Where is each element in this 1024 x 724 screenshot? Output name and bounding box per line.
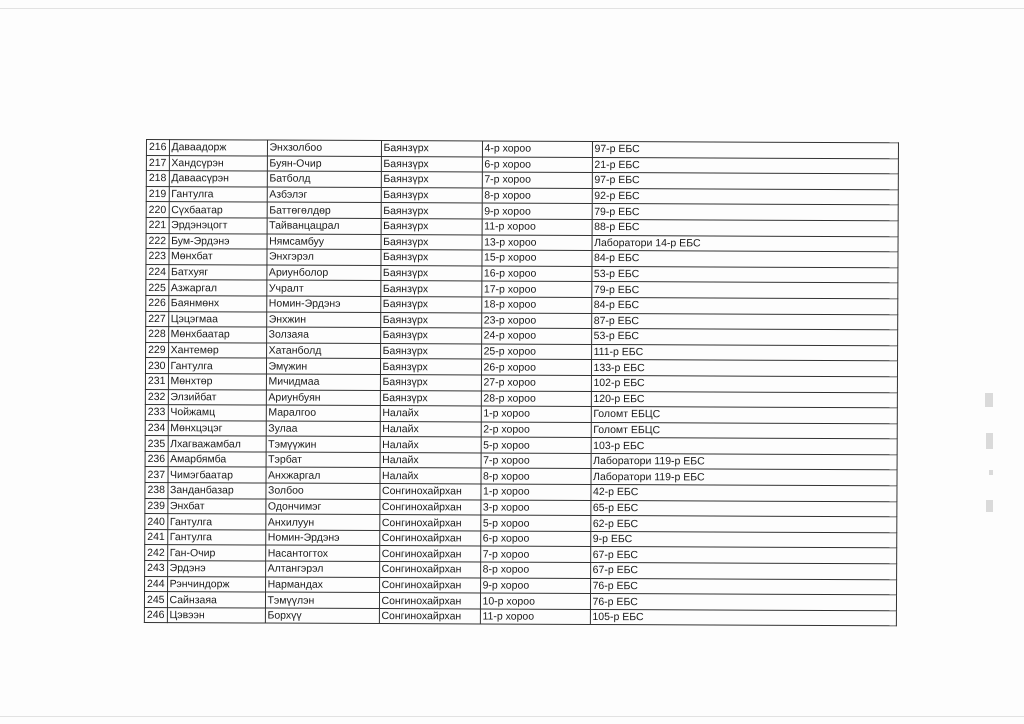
cell-row-number: 224 [146, 264, 169, 280]
cell-khoroo: 8-р хороо [482, 188, 592, 204]
cell-given-name: Борхүү [265, 608, 379, 624]
cell-surname: Эрдэнэцогт [169, 218, 267, 234]
cell-row-number: 245 [144, 592, 167, 608]
cell-khoroo: 18-р хороо [481, 297, 591, 313]
cell-row-number: 240 [145, 514, 168, 530]
cell-given-name: Номин-Эрдэнэ [265, 530, 379, 546]
cell-given-name: Ариунболор [266, 265, 380, 281]
cell-row-number: 246 [144, 607, 167, 623]
cell-khoroo: 1-р хороо [481, 406, 591, 422]
cell-row-number: 226 [146, 295, 169, 311]
cell-district: Налайх [380, 437, 481, 453]
cell-given-name: Тэмүүлэн [265, 592, 379, 608]
cell-khoroo: 24-р хороо [481, 328, 591, 344]
cell-surname: Азжаргал [168, 280, 266, 296]
cell-row-number: 236 [145, 451, 168, 467]
cell-row-number: 238 [145, 483, 168, 499]
cell-district: Сонгинохайрхан [379, 499, 480, 515]
cell-district: Баянзүрх [380, 359, 481, 375]
cell-given-name: Маралгоо [266, 405, 380, 421]
cell-district: Баянзүрх [380, 328, 481, 344]
cell-given-name: Азбэлэг [267, 187, 381, 203]
cell-row-number: 217 [146, 155, 169, 171]
cell-surname: Занданбазар [167, 483, 265, 499]
cell-khoroo: 10-р хороо [480, 593, 590, 609]
cell-row-number: 233 [145, 405, 168, 421]
cell-khoroo: 2-р хороо [481, 422, 591, 438]
cell-given-name: Нармандах [265, 577, 379, 593]
cell-surname: Амарбямба [168, 451, 266, 467]
cell-district: Баянзүрх [381, 218, 482, 234]
cell-khoroo: 27-р хороо [481, 375, 591, 391]
cell-district: Налайх [380, 452, 481, 468]
cell-school: 102-р ЕБС [591, 375, 897, 392]
cell-khoroo: 5-р хороо [480, 515, 590, 531]
cell-surname: Цэцэгмаа [168, 311, 266, 327]
cell-school: Лаборатори 14-р ЕБС [592, 235, 898, 252]
cell-district: Сонгинохайрхан [379, 593, 480, 609]
cell-row-number: 225 [146, 280, 169, 296]
cell-khoroo: 7-р хороо [481, 453, 591, 469]
cell-surname: Гантулга [168, 358, 266, 374]
cell-district: Налайх [380, 421, 481, 437]
cell-khoroo: 7-р хороо [480, 546, 590, 562]
cell-khoroo: 28-р хороо [481, 390, 591, 406]
cell-school: 67-р ЕБС [590, 547, 896, 564]
cell-surname: Энхбат [167, 498, 265, 514]
cell-surname: Мөнхбаатар [168, 327, 266, 343]
cell-district: Баянзүрх [380, 390, 481, 406]
cell-surname: Рэнчиндорж [167, 576, 265, 592]
cell-school: 88-р ЕБС [592, 219, 898, 236]
cell-surname: Баянмөнх [168, 296, 266, 312]
cell-given-name: Ариунбуян [266, 390, 380, 406]
roster-table-container [144, 139, 899, 627]
cell-district: Баянзүрх [381, 234, 482, 250]
cell-district: Баянзүрх [381, 156, 482, 172]
cell-district: Баянзүрх [380, 374, 481, 390]
cell-school: 42-р ЕБС [590, 485, 896, 502]
cell-given-name: Батболд [267, 171, 381, 187]
cell-khoroo: 17-р хороо [481, 281, 591, 297]
cell-district: Сонгинохайрхан [379, 562, 480, 578]
cell-school: Голомт ЕБЦС [591, 407, 897, 424]
cell-khoroo: 4-р хороо [482, 141, 592, 157]
cell-khoroo: 13-р хороо [482, 235, 592, 251]
cell-school: 84-р ЕБС [591, 297, 897, 314]
cell-given-name: Тайванцацрал [267, 218, 381, 234]
cell-khoroo: 25-р хороо [481, 344, 591, 360]
cell-khoroo: 6-р хороо [482, 157, 592, 173]
scan-artifact [986, 500, 993, 512]
cell-school: 67-р ЕБС [590, 562, 896, 579]
cell-given-name: Номин-Эрдэнэ [266, 296, 380, 312]
cell-row-number: 219 [146, 186, 169, 202]
cell-surname: Даваадорж [169, 140, 267, 156]
cell-given-name: Энхгэрэл [266, 249, 380, 265]
cell-school: 111-р ЕБС [591, 344, 897, 361]
cell-district: Сонгинохайрхан [379, 515, 480, 531]
cell-khoroo: 16-р хороо [481, 266, 591, 282]
cell-surname: Ган-Очир [167, 545, 265, 561]
cell-given-name: Энхзолбоо [267, 140, 381, 156]
cell-surname: Бум-Эрдэнэ [169, 233, 267, 249]
cell-surname: Лхагважамбал [168, 436, 266, 452]
cell-school: 53-р ЕБС [591, 266, 897, 283]
cell-given-name: Тэрбат [266, 452, 380, 468]
cell-school: 21-р ЕБС [592, 157, 898, 174]
cell-given-name: Мичидмаа [266, 374, 380, 390]
cell-row-number: 222 [146, 233, 169, 249]
cell-khoroo: 1-р хороо [480, 484, 590, 500]
cell-row-number: 244 [145, 576, 168, 592]
cell-district: Сонгинохайрхан [379, 484, 480, 500]
cell-row-number: 231 [145, 373, 168, 389]
cell-surname: Гантулга [167, 529, 265, 545]
cell-school: 65-р ЕБС [590, 500, 896, 517]
cell-district: Баянзүрх [380, 296, 481, 312]
cell-surname: Хантемөр [168, 342, 266, 358]
cell-school: Лаборатори 119-р ЕБС [591, 453, 897, 470]
cell-given-name: Одончимэг [265, 499, 379, 515]
cell-district: Баянзүрх [381, 172, 482, 188]
cell-surname: Цэвээн [167, 607, 265, 623]
cell-row-number: 232 [145, 389, 168, 405]
cell-row-number: 241 [145, 529, 168, 545]
cell-khoroo: 5-р хороо [481, 437, 591, 453]
scan-edge-top [0, 8, 1024, 9]
cell-given-name: Баттөгөлдөр [267, 202, 381, 218]
cell-khoroo: 8-р хороо [480, 562, 590, 578]
cell-khoroo: 26-р хороо [481, 359, 591, 375]
cell-given-name: Эмүжин [266, 358, 380, 374]
cell-district: Сонгинохайрхан [379, 530, 480, 546]
cell-district: Баянзүрх [380, 281, 481, 297]
cell-district: Баянзүрх [380, 250, 481, 266]
cell-school: 62-р ЕБС [590, 516, 896, 533]
cell-row-number: 228 [146, 327, 169, 343]
cell-row-number: 221 [146, 217, 169, 233]
cell-school: 120-р ЕБС [591, 391, 897, 408]
cell-school: 87-р ЕБС [591, 313, 897, 330]
roster-table-body [144, 140, 898, 627]
cell-khoroo: 3-р хороо [480, 500, 590, 516]
cell-khoroo: 11-р хороо [480, 609, 590, 625]
cell-surname: Сүхбаатар [169, 202, 267, 218]
cell-surname: Гантулга [169, 186, 267, 202]
cell-row-number: 216 [146, 140, 169, 156]
cell-surname: Чойжамц [168, 405, 266, 421]
cell-given-name: Анхилуун [265, 514, 379, 530]
cell-given-name: Тэмүүжин [266, 436, 380, 452]
cell-khoroo: 15-р хороо [481, 250, 591, 266]
cell-district: Сонгинохайрхан [379, 577, 480, 593]
cell-row-number: 237 [145, 467, 168, 483]
cell-school: 79-р ЕБС [591, 282, 897, 299]
cell-given-name: Золбоо [265, 483, 379, 499]
cell-row-number: 218 [146, 171, 169, 187]
cell-school: 53-р ЕБС [591, 329, 897, 346]
cell-school: Голомт ЕБЦС [591, 422, 897, 439]
cell-khoroo: 9-р хороо [480, 578, 590, 594]
cell-school: 92-р ЕБС [592, 188, 898, 205]
cell-surname: Батхуяг [168, 264, 266, 280]
scan-artifact [985, 393, 993, 407]
cell-district: Баянзүрх [380, 312, 481, 328]
cell-given-name: Золзаяа [266, 327, 380, 343]
cell-school: 103-р ЕБС [591, 438, 897, 455]
cell-district: Налайх [380, 468, 481, 484]
cell-school: 76-р ЕБС [590, 578, 896, 595]
cell-school: 105-р ЕБС [590, 609, 896, 626]
table-row [144, 607, 896, 626]
cell-given-name: Алтангэрэл [265, 561, 379, 577]
cell-row-number: 223 [146, 249, 169, 265]
cell-school: 9-р ЕБС [590, 531, 896, 548]
cell-surname: Мөнхбат [168, 249, 266, 265]
cell-district: Сонгинохайрхан [379, 546, 480, 562]
scan-artifact [989, 470, 993, 475]
cell-surname: Гантулга [167, 514, 265, 530]
cell-surname: Чимэгбаатар [168, 467, 266, 483]
cell-khoroo: 6-р хороо [480, 531, 590, 547]
cell-given-name: Анхжаргал [266, 467, 380, 483]
cell-school: 133-р ЕБС [591, 360, 897, 377]
cell-surname: Элзийбат [168, 389, 266, 405]
cell-row-number: 230 [145, 358, 168, 374]
cell-row-number: 234 [145, 420, 168, 436]
cell-given-name: Учралт [266, 280, 380, 296]
cell-row-number: 242 [145, 545, 168, 561]
cell-given-name: Энхжин [266, 312, 380, 328]
cell-school: 97-р ЕБС [592, 173, 898, 190]
cell-surname: Мөнхцэцэг [168, 420, 266, 436]
roster-table [144, 139, 899, 627]
cell-school: 79-р ЕБС [592, 204, 898, 221]
cell-row-number: 239 [145, 498, 168, 514]
cell-khoroo: 9-р хороо [482, 203, 592, 219]
cell-surname: Хандсүрэн [169, 155, 267, 171]
cell-given-name: Хатанболд [266, 343, 380, 359]
cell-district: Баянзүрх [380, 265, 481, 281]
cell-school: 84-р ЕБС [591, 251, 897, 268]
cell-district: Баянзүрх [380, 343, 481, 359]
cell-given-name: Нямсамбуу [267, 234, 381, 250]
scan-edge-bottom [0, 716, 1024, 717]
cell-row-number: 227 [146, 311, 169, 327]
cell-district: Налайх [380, 406, 481, 422]
cell-surname: Эрдэнэ [167, 561, 265, 577]
cell-district: Баянзүрх [381, 141, 482, 157]
cell-row-number: 229 [146, 342, 169, 358]
cell-khoroo: 7-р хороо [482, 172, 592, 188]
cell-given-name: Насантогтох [265, 545, 379, 561]
cell-row-number: 243 [145, 561, 168, 577]
cell-row-number: 220 [146, 202, 169, 218]
cell-school: 97-р ЕБС [592, 141, 898, 158]
cell-district: Сонгинохайрхан [379, 608, 480, 624]
cell-row-number: 235 [145, 436, 168, 452]
cell-khoroo: 8-р хороо [481, 468, 591, 484]
cell-khoroo: 23-р хороо [481, 312, 591, 328]
scan-artifact [986, 433, 993, 449]
cell-surname: Мөнхтөр [168, 374, 266, 390]
cell-surname: Даваасүрэн [169, 171, 267, 187]
cell-district: Баянзүрх [381, 203, 482, 219]
cell-district: Баянзүрх [381, 187, 482, 203]
cell-school: 76-р ЕБС [590, 594, 896, 611]
cell-khoroo: 11-р хороо [482, 219, 592, 235]
cell-given-name: Зулаа [266, 421, 380, 437]
cell-school: Лаборатори 119-р ЕБС [591, 469, 897, 486]
cell-given-name: Буян-Очир [267, 156, 381, 172]
cell-surname: Сайнзаяа [167, 592, 265, 608]
